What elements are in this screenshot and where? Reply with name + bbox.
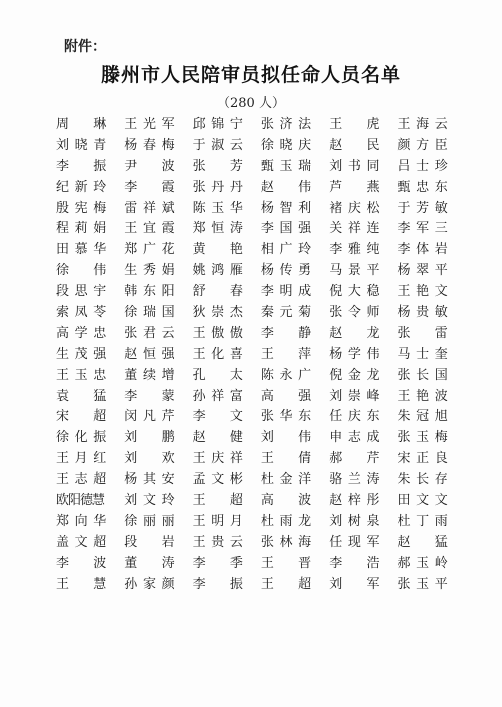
name-entry: 高 波 <box>260 492 312 508</box>
name-row <box>56 237 466 258</box>
name-entry: 任现军 <box>329 534 380 550</box>
name-list <box>56 112 466 592</box>
name-entry: 张华东 <box>260 409 312 425</box>
name-entry: 李 波 <box>56 555 107 571</box>
name-entry: 张济法 <box>260 116 312 132</box>
name-entry: 王宜霞 <box>124 221 175 237</box>
name-entry: 赵 民 <box>329 137 380 153</box>
name-entry: 孙家颜 <box>124 576 175 592</box>
name-entry: 王光军 <box>124 116 175 132</box>
name-entry: 芦 燕 <box>329 179 380 195</box>
name-entry: 徐晓庆 <box>260 137 312 153</box>
name-entry: 王 超 <box>192 492 243 508</box>
name-entry: 马士奎 <box>397 346 448 362</box>
name-entry: 杜金洋 <box>260 472 312 488</box>
name-entry: 王贵云 <box>192 534 243 550</box>
name-entry: 郝 芹 <box>329 451 380 467</box>
name-row <box>56 363 466 384</box>
name-row <box>56 279 466 300</box>
name-entry: 徐丽丽 <box>124 513 175 529</box>
name-entry: 刘 鹏 <box>124 430 175 446</box>
name-row <box>56 258 466 279</box>
name-entry: 生茂强 <box>56 346 107 362</box>
name-row <box>56 300 466 321</box>
name-entry: 刘文玲 <box>124 492 175 508</box>
name-entry: 王庆祥 <box>192 451 243 467</box>
name-row <box>56 467 466 488</box>
name-entry: 殷宪梅 <box>56 200 107 216</box>
name-entry: 王化喜 <box>192 346 243 362</box>
name-entry: 杨智利 <box>260 200 312 216</box>
name-entry: 王海云 <box>397 116 448 132</box>
name-entry: 王志超 <box>56 472 107 488</box>
name-entry: 纪新玲 <box>56 179 107 195</box>
name-entry: 韩东阳 <box>124 284 175 300</box>
name-entry: 相广玲 <box>260 242 312 258</box>
name-entry: 王艳文 <box>397 284 448 300</box>
name-row <box>56 446 466 467</box>
name-entry: 吕士珍 <box>397 158 448 174</box>
name-entry: 甄玉瑞 <box>260 158 312 174</box>
name-entry: 段 岩 <box>124 534 175 550</box>
name-row <box>56 196 466 217</box>
name-entry: 刘崇峰 <box>329 388 380 404</box>
name-entry: 郑广花 <box>124 242 175 258</box>
name-entry: 李 静 <box>260 325 312 341</box>
name-entry: 杨传勇 <box>260 263 312 279</box>
name-row <box>56 342 466 363</box>
name-entry: 雷祥斌 <box>124 200 175 216</box>
name-row <box>56 530 466 551</box>
name-entry: 于淑云 <box>192 137 243 153</box>
name-entry: 郝玉岭 <box>397 555 448 571</box>
name-entry: 生秀娟 <box>124 263 175 279</box>
name-entry: 李明成 <box>260 284 312 300</box>
name-entry: 狄崇杰 <box>192 304 243 320</box>
name-entry: 赵 猛 <box>397 534 448 550</box>
name-row <box>56 321 466 342</box>
name-entry: 李 文 <box>192 409 243 425</box>
name-row <box>56 425 466 446</box>
name-row <box>56 154 466 175</box>
name-entry: 甄忠东 <box>397 179 448 195</box>
name-entry: 盖文超 <box>56 534 107 550</box>
name-entry: 赵 伟 <box>260 179 312 195</box>
name-entry: 赵 龙 <box>329 325 380 341</box>
name-entry: 刘 军 <box>329 576 380 592</box>
name-entry: 刘树泉 <box>329 513 380 529</box>
name-entry: 宋 超 <box>56 409 107 425</box>
name-entry: 程莉娟 <box>56 221 107 237</box>
name-entry: 徐 伟 <box>56 263 107 279</box>
name-row <box>56 572 466 593</box>
name-entry: 张林海 <box>260 534 312 550</box>
name-entry: 姚鸿雁 <box>192 263 243 279</box>
name-row <box>56 133 466 154</box>
name-entry: 张玉梅 <box>397 430 448 446</box>
name-entry: 田慕华 <box>56 242 107 258</box>
name-entry: 董 涛 <box>124 555 175 571</box>
name-entry: 骆兰涛 <box>329 472 380 488</box>
name-entry: 李军三 <box>397 221 448 237</box>
name-entry: 张 芳 <box>192 158 243 174</box>
name-entry: 张玉平 <box>397 576 448 592</box>
name-row <box>56 488 466 509</box>
name-entry: 欧阳德慧 <box>56 492 105 508</box>
name-entry: 张丹丹 <box>192 179 243 195</box>
name-entry: 于芳敏 <box>397 200 448 216</box>
name-entry: 刘晓青 <box>56 137 107 153</box>
name-entry: 朱长存 <box>397 472 448 488</box>
name-row <box>56 551 466 572</box>
name-entry: 董续增 <box>124 367 175 383</box>
name-entry: 陈玉华 <box>192 200 243 216</box>
name-entry: 倪大稳 <box>329 284 380 300</box>
name-entry: 王傲傲 <box>192 325 243 341</box>
name-row <box>56 216 466 237</box>
name-entry: 刘 伟 <box>260 430 312 446</box>
name-entry: 索凤苓 <box>56 304 107 320</box>
name-entry: 王 倩 <box>260 451 312 467</box>
name-entry: 孔 太 <box>192 367 243 383</box>
name-row <box>56 175 466 196</box>
name-entry: 郑向华 <box>56 513 107 529</box>
name-entry: 陈永广 <box>260 367 312 383</box>
name-entry: 周 琳 <box>56 116 107 132</box>
name-entry: 秦元菊 <box>260 304 312 320</box>
name-entry: 李 霞 <box>124 179 175 195</box>
name-entry: 闵凡芹 <box>124 409 175 425</box>
name-entry: 王玉忠 <box>56 367 107 383</box>
name-entry: 李 振 <box>192 576 243 592</box>
name-entry: 褚庆松 <box>329 200 380 216</box>
name-entry: 王 晋 <box>260 555 312 571</box>
name-entry: 高学忠 <box>56 325 107 341</box>
name-entry: 王明月 <box>192 513 243 529</box>
name-entry: 高 强 <box>260 388 312 404</box>
name-entry: 舒 春 <box>192 284 243 300</box>
name-entry: 李体岩 <box>397 242 448 258</box>
name-entry: 朱冠旭 <box>397 409 448 425</box>
name-entry: 李 蒙 <box>124 388 175 404</box>
name-entry: 袁 猛 <box>56 388 107 404</box>
name-entry: 杨贵敏 <box>397 304 448 320</box>
name-entry: 杜雨龙 <box>260 513 312 529</box>
name-entry: 李 浩 <box>329 555 380 571</box>
name-entry: 李雅纯 <box>329 242 380 258</box>
name-entry: 张长国 <box>397 367 448 383</box>
name-entry: 孙祥富 <box>192 388 243 404</box>
name-entry: 关祥连 <box>329 221 380 237</box>
name-entry: 田文文 <box>397 492 448 508</box>
name-entry: 李 振 <box>56 158 107 174</box>
name-entry: 赵梓彤 <box>329 492 380 508</box>
name-entry: 杨翠平 <box>397 263 448 279</box>
name-entry: 王 萍 <box>260 346 312 362</box>
name-entry: 张君云 <box>124 325 175 341</box>
name-entry: 张 雷 <box>397 325 448 341</box>
name-entry: 李 季 <box>192 555 243 571</box>
name-entry: 张令师 <box>329 304 380 320</box>
name-entry: 赵 健 <box>192 430 243 446</box>
name-entry: 刘 欢 <box>124 451 175 467</box>
name-entry: 黄 艳 <box>192 242 243 258</box>
name-entry: 任庆东 <box>329 409 380 425</box>
name-row <box>56 384 466 405</box>
name-entry: 徐瑞国 <box>124 304 175 320</box>
name-row <box>56 404 466 425</box>
name-entry: 杨春梅 <box>124 137 175 153</box>
name-entry: 杜丁雨 <box>397 513 448 529</box>
name-entry: 刘书同 <box>329 158 380 174</box>
name-row <box>56 112 466 133</box>
name-entry: 王艳波 <box>397 388 448 404</box>
name-entry: 孟文彬 <box>192 472 243 488</box>
attachment-label: 附件： <box>64 39 106 55</box>
name-entry: 王 超 <box>260 576 312 592</box>
name-entry: 段思宇 <box>56 284 107 300</box>
name-entry: 邱锦宁 <box>192 116 243 132</box>
document-title: 滕州市人民陪审员拟任命人员名单 <box>100 64 401 86</box>
name-entry: 王 慧 <box>56 576 107 592</box>
name-entry: 杨其安 <box>124 472 175 488</box>
name-entry: 马景平 <box>329 263 380 279</box>
name-entry: 杨学伟 <box>329 346 380 362</box>
name-entry: 郑恒涛 <box>192 221 243 237</box>
name-entry: 宋正良 <box>397 451 448 467</box>
name-entry: 李国强 <box>260 221 312 237</box>
name-entry: 尹 波 <box>124 158 175 174</box>
name-entry: 王 虎 <box>329 116 380 132</box>
name-entry: 徐化振 <box>56 430 107 446</box>
name-entry: 王月红 <box>56 451 107 467</box>
name-entry: 颜方臣 <box>397 137 448 153</box>
name-row <box>56 509 466 530</box>
name-entry: 申志成 <box>329 430 380 446</box>
name-entry: 倪金龙 <box>329 367 380 383</box>
name-entry: 赵恒强 <box>124 346 175 362</box>
person-count: （280 人） <box>217 96 285 111</box>
